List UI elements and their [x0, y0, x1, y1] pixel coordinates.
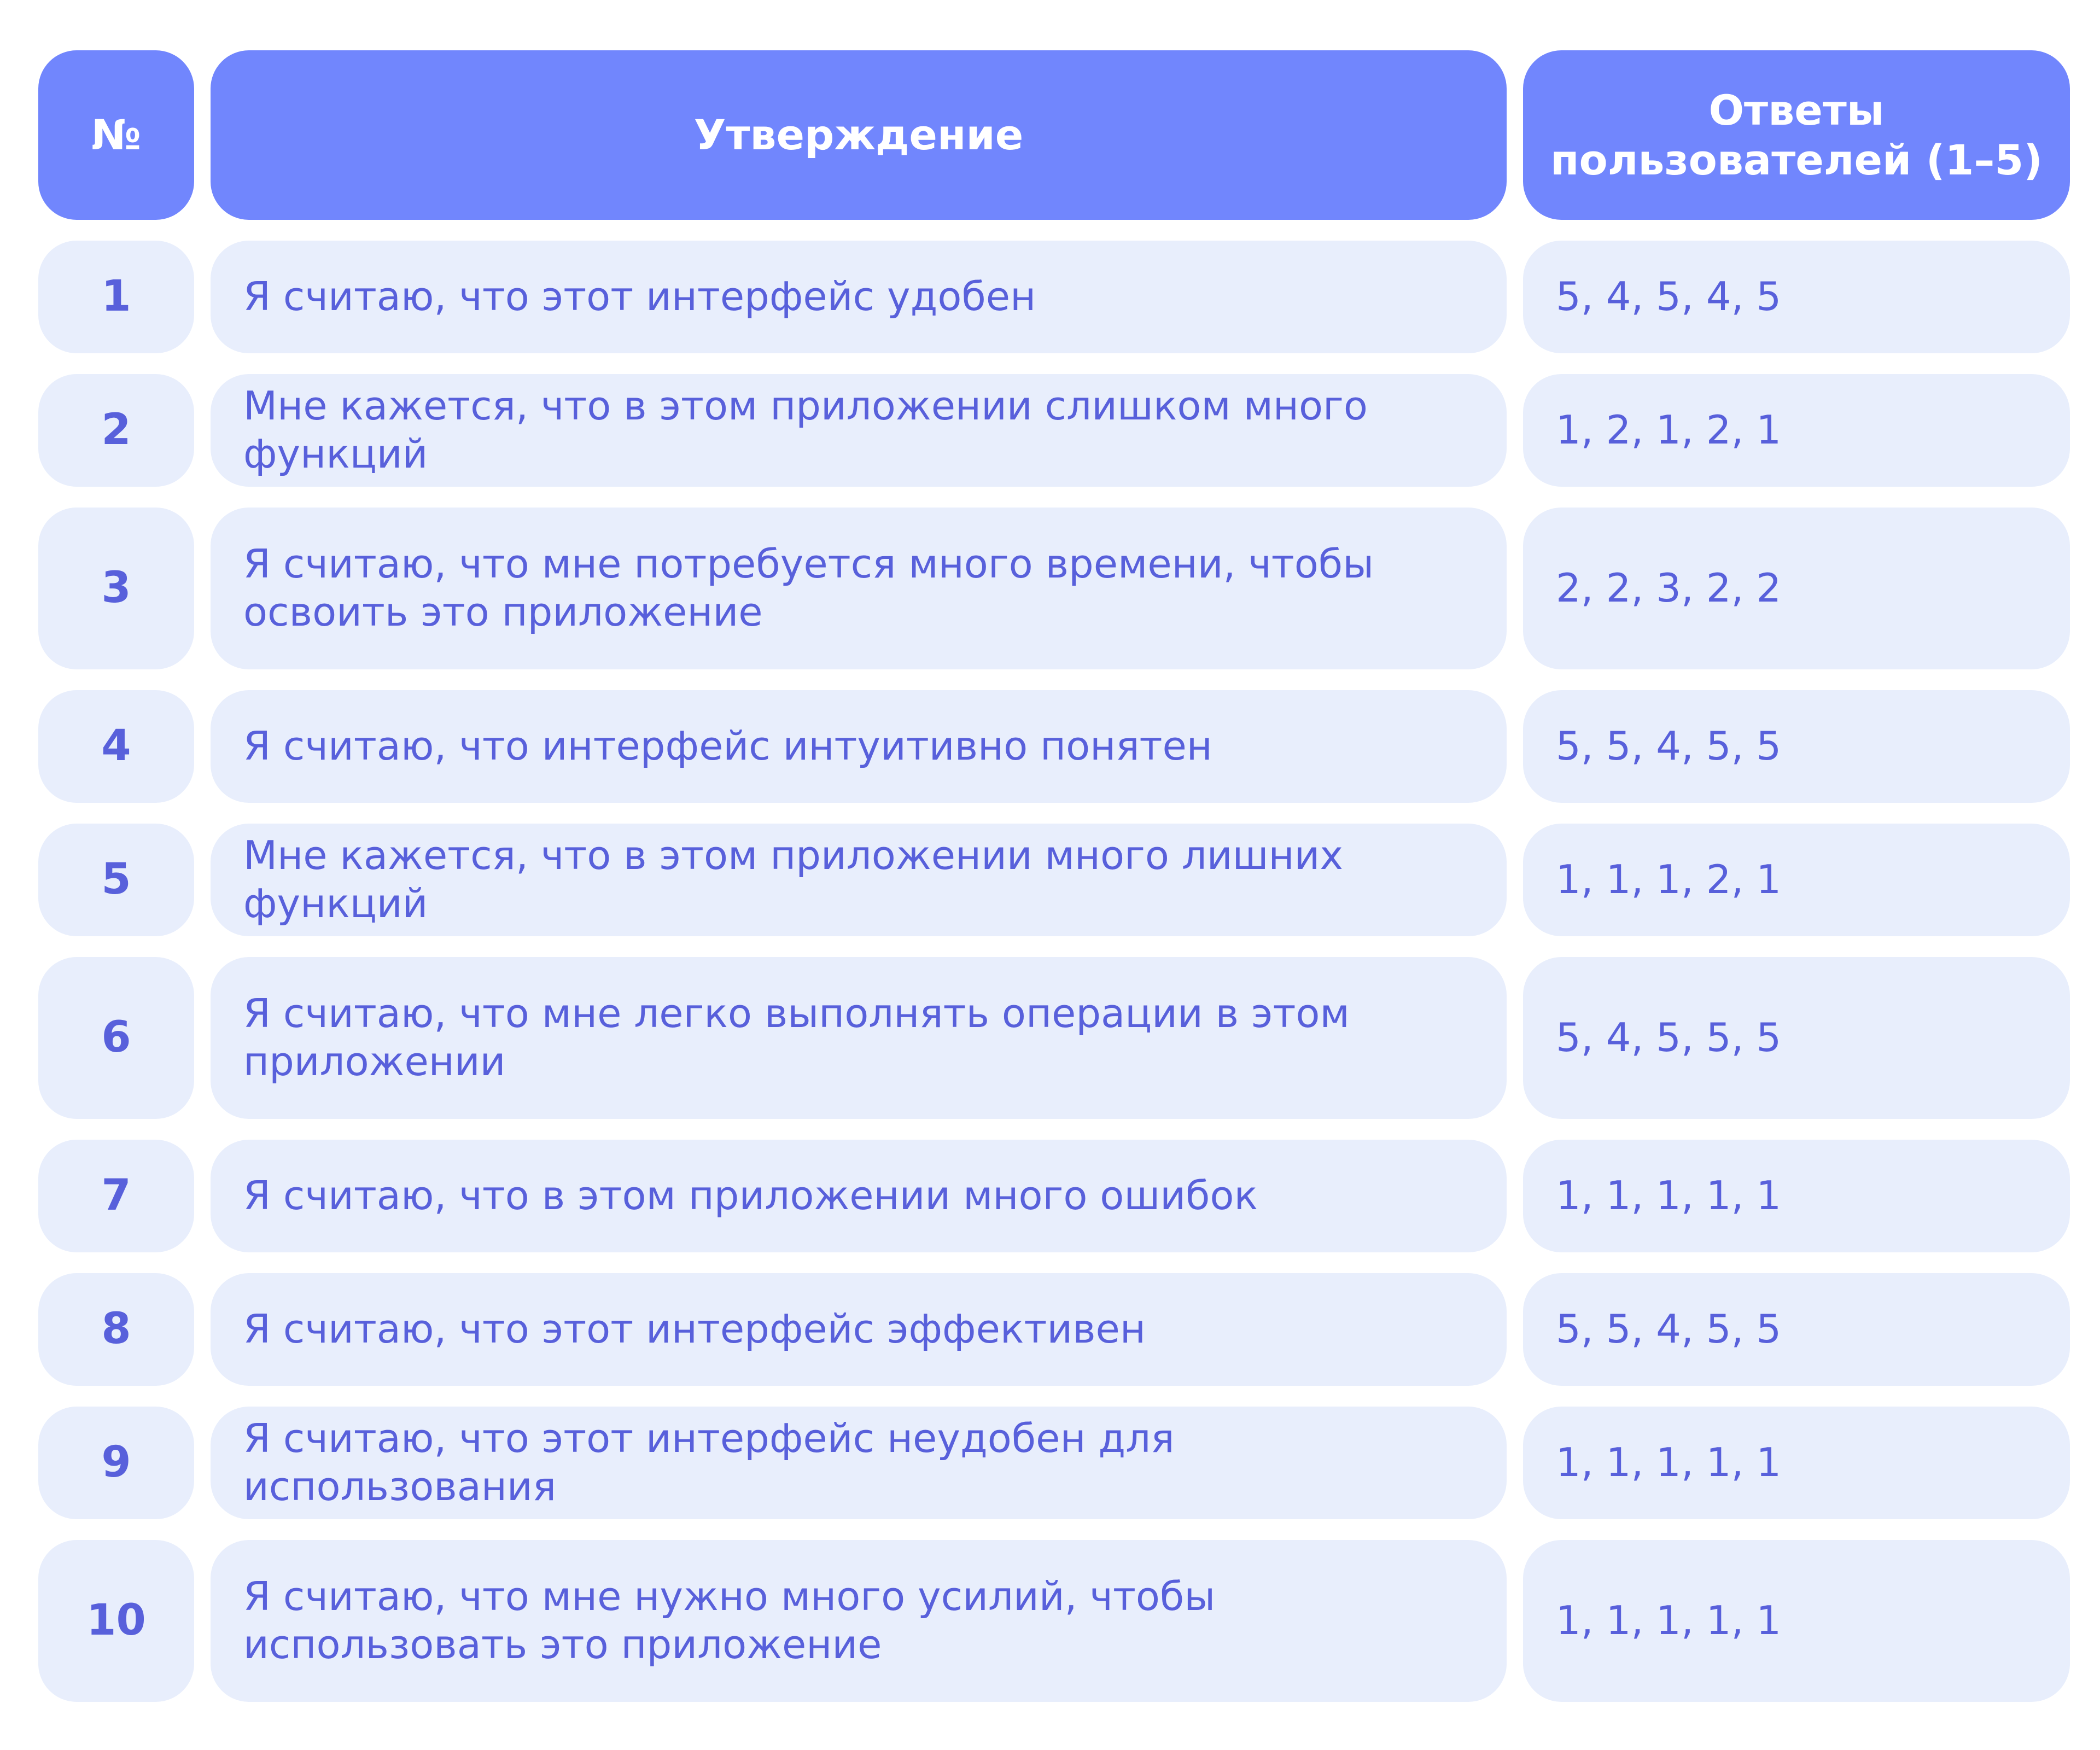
header-statement: Утверждение: [211, 50, 1507, 220]
row-statement: Я считаю, что мне потребуется много времени, чтобы освоить это приложение: [211, 508, 1507, 669]
row-statement: Мне кажется, что в этом приложении много лишних функций: [211, 824, 1507, 936]
row-statement: Я считаю, что этот интерфейс удобен: [211, 241, 1507, 353]
row-number: 5: [38, 824, 194, 936]
row-answers: 5, 5, 4, 5, 5: [1523, 1273, 2070, 1386]
row-number: 3: [38, 508, 194, 669]
row-number: 4: [38, 690, 194, 803]
row-statement: Я считаю, что в этом приложении много ошибок: [211, 1140, 1507, 1252]
header-num: №: [38, 50, 194, 220]
row-answers: 2, 2, 3, 2, 2: [1523, 508, 2070, 669]
row-answers: 5, 4, 5, 5, 5: [1523, 957, 2070, 1119]
row-answers: 5, 4, 5, 4, 5: [1523, 241, 2070, 353]
row-number: 8: [38, 1273, 194, 1386]
row-statement: Я считаю, что этот интерфейс неудобен для использования: [211, 1407, 1507, 1519]
row-answers: 1, 1, 1, 1, 1: [1523, 1140, 2070, 1252]
survey-table: [38, 50, 2062, 1702]
row-answers: 5, 5, 4, 5, 5: [1523, 690, 2070, 803]
row-answers: 1, 1, 1, 1, 1: [1523, 1407, 2070, 1519]
row-statement: Я считаю, что мне легко выполнять операции в этом приложении: [211, 957, 1507, 1119]
row-number: 1: [38, 241, 194, 353]
row-number: 2: [38, 374, 194, 487]
row-number: 6: [38, 957, 194, 1119]
row-answers: 1, 1, 1, 2, 1: [1523, 824, 2070, 936]
row-answers: 1, 1, 1, 1, 1: [1523, 1540, 2070, 1702]
row-answers: 1, 2, 1, 2, 1: [1523, 374, 2070, 487]
row-number: 10: [38, 1540, 194, 1702]
row-number: 7: [38, 1140, 194, 1252]
row-statement: Я считаю, что мне нужно много усилий, чтобы использовать это приложение: [211, 1540, 1507, 1702]
row-number: 9: [38, 1407, 194, 1519]
row-statement: Я считаю, что этот интерфейс эффективен: [211, 1273, 1507, 1386]
row-statement: Я считаю, что интерфейс интуитивно понятен: [211, 690, 1507, 803]
row-statement: Мне кажется, что в этом приложении слишком много функций: [211, 374, 1507, 487]
header-answers: Ответы пользователей (1–5): [1523, 50, 2070, 220]
